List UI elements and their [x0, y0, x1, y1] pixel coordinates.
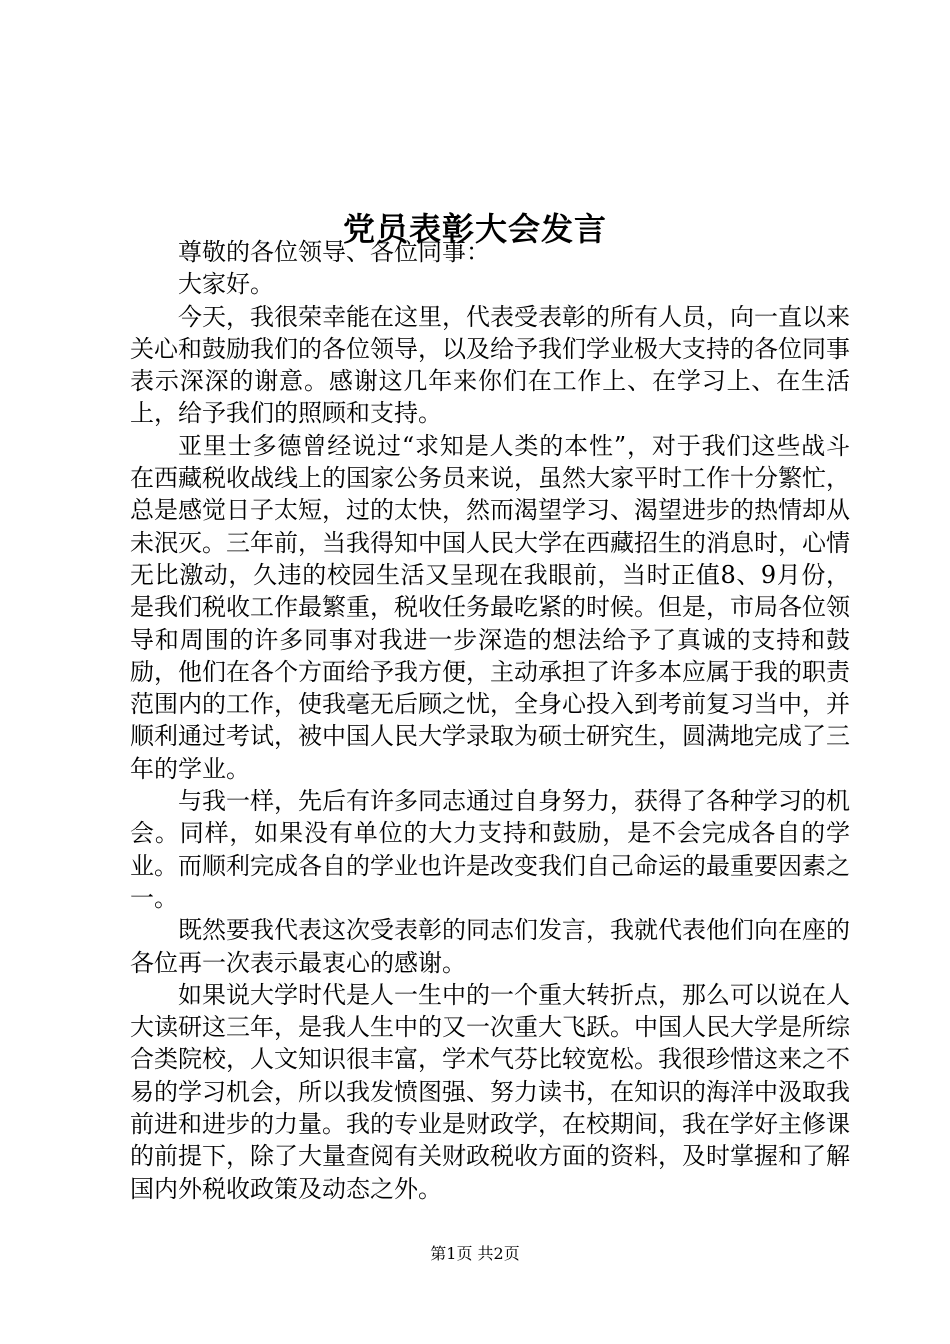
page-footer: [0, 1243, 950, 1265]
document-title: 党员表彰大会发言: [342, 210, 607, 249]
document-body: [130, 236, 850, 1205]
body-paragraph: 与我一样，先后有许多同志通过自身努力，获得了各种学习的机会。同样，如果没有单位的大力支持和鼓励，是不会完成各自的学业。而顺利完成各自的学业也许是改变我们自己命运的最重要因素之一。: [130, 787, 850, 912]
page-indicator: 第1页 共2页: [430, 1244, 520, 1263]
greeting: 大家好。: [178, 270, 274, 299]
salutation: 尊敬的各位领导、各位同事：: [178, 238, 490, 266]
body-paragraph: 亚里士多德曾经说过“求知是人类的本性”，对于我们这些战斗在西藏税收战线上的国家公务员来说，虽然大家平时工作十分繁忙，总是感觉日子太短，过的太快，然而渴望学习、渴望进步的热情却从未泯灭。三年前，当我得知中国人民大学在西藏招生的消息时，心情无比激动，久违的校园生活又呈现在我眼前，当时正值8、9月份，是我们税收工作最繁重，税收任务最吃紧的时候。但是，市局各位领导和周围的许多同事对我进一步深造的想法给予了真诚的支持和鼓励，他们在各个方面给予我方便，主动承担了许多本应属于我的职责范围内的工作，使我毫无后顾之忧，全身心投入到考前复习当中，并顺利通过考试，被中国人民大学录取为硕士研究生，圆满地完成了三年的学业。: [130, 431, 850, 783]
body-paragraph: 既然要我代表这次受表彰的同志们发言，我就代表他们向在座的各位再一次表示最衷心的感谢。: [130, 916, 850, 977]
body-paragraph: 如果说大学时代是人一生中的一个重大转折点，那么可以说在人大读研这三年，是我人生中的又一次重大飞跃。中国人民大学是所综合类院校，人文知识很丰富，学术气芬比较宽松。我很珍惜这来之不易的学习机会，所以我发愤图强、努力读书，在知识的海洋中汲取我前进和进步的力量。我的专业是财政学，在校期间，我在学好主修课的前提下，除了大量查阅有关财政税收方面的资料，及时掌握和了解国内外税收政策及动态之外。: [130, 980, 850, 1203]
body-paragraph: 今天，我很荣幸能在这里，代表受表彰的所有人员，向一直以来关心和鼓励我们的各位领导，以及给予我们学业极大支持的各位同事表示深深的谢意。感谢这几年来你们在工作上、在学习上、在生活上，给予我们的照顾和支持。: [130, 302, 850, 428]
